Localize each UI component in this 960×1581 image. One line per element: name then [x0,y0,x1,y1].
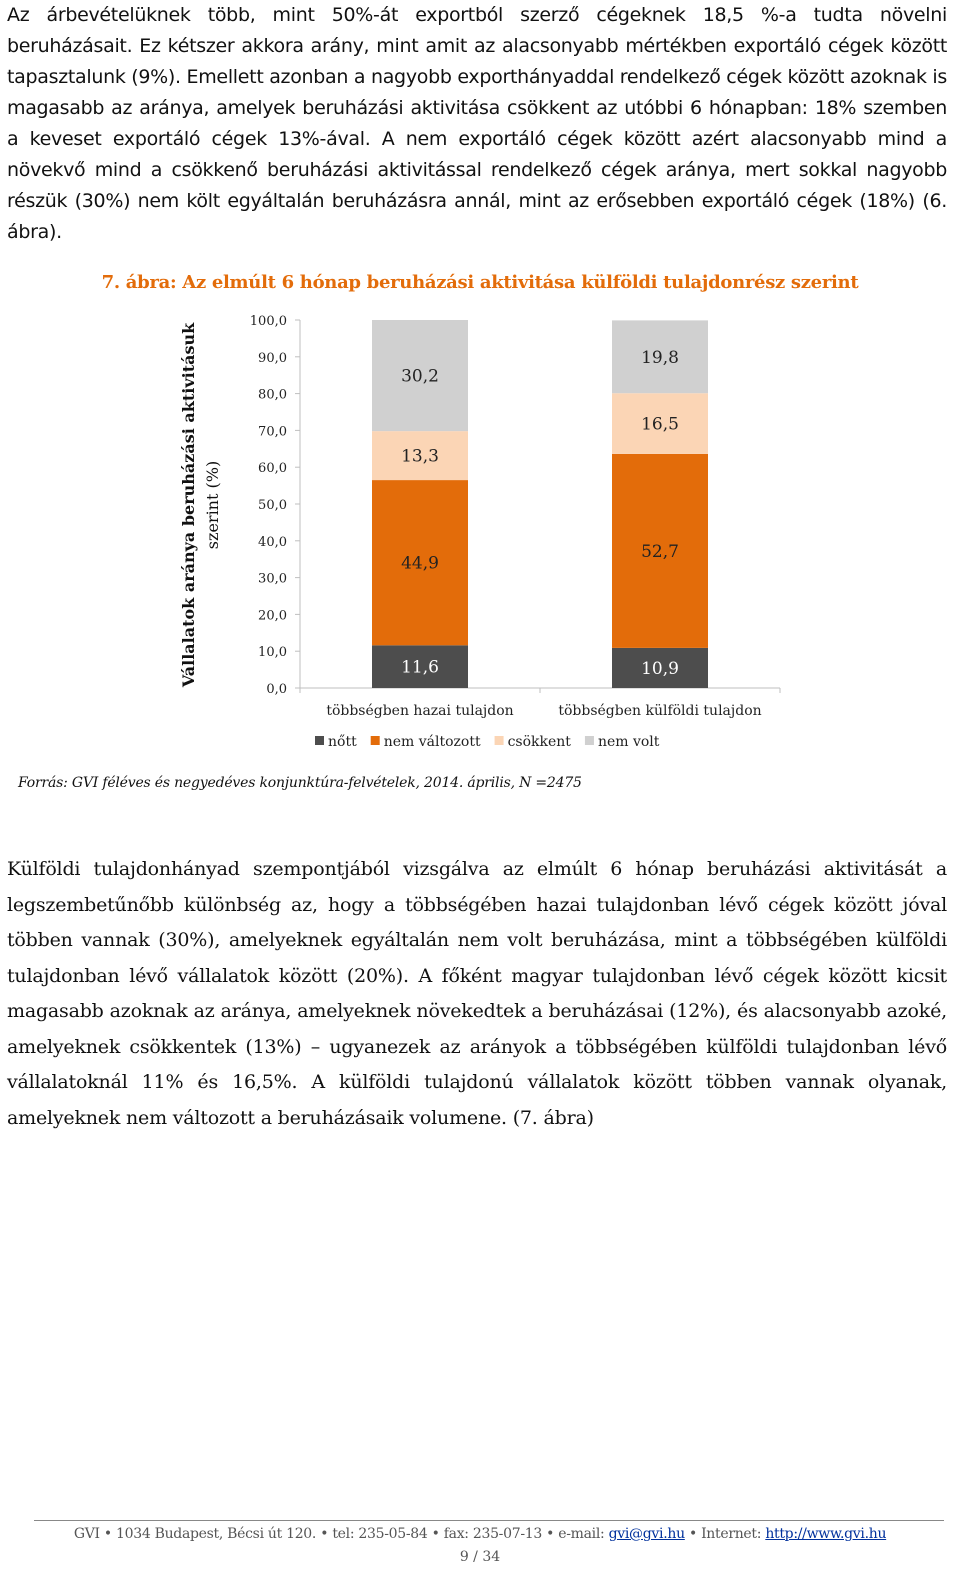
bar-value-label: 10,9 [641,658,679,679]
y-tick-label: 90,0 [258,350,287,366]
y-axis-ticks [250,314,300,697]
y-tick-label: 40,0 [258,534,287,550]
figure-source: Forrás: GVI féléves és negyedéves konjunktúra-felvételek, 2014. április, N =2475 [18,775,582,791]
footer-fax: fax: 235-07-13 [443,1526,542,1542]
footer-address: 1034 Budapest, Bécsi út 120. [116,1526,317,1542]
analysis-paragraph: Külföldi tulajdonhányad szempontjából vizsgálva az elmúlt 6 hónap beruházási aktivitását a legszembetűnőbb különbség az, hogy a többségében hazai tulajdonban lévő cégek között jóval többen vannak (30%), amelyeknek egyáltalán nem volt beruházása, mint a többségében külföldi tulajdonban lévő vállalatok között (20%). A főként magyar tulajdonban lévő cégek között kicsit magasabb azoknak az aránya, amelyeknek növekedtek a beruházásai (12%), és alacsonyabb azoké, amelyeknek csökkentek (13%) – ugyanezek az arányok a többségében külföldi tulajdonban lévő vállalatoknál 11% és 16,5%. A külföldi tulajdonú vállalatok között többen vannak olyanak, amelyeknek nem változott a beruházásaik volumene. (7. ábra) [7,858,947,1129]
legend-item-label: nőtt [328,734,357,750]
stacked-bar-chart [0,300,960,770]
legend-item-label: nem volt [597,734,660,750]
legend-swatch [585,736,594,745]
x-category-label: többségben hazai tulajdon [326,703,514,719]
legend-swatch [315,736,324,745]
y-tick-label: 10,0 [258,645,287,661]
y-axis-label-line2: szerint (%) [203,460,222,550]
y-tick-label: 60,0 [258,461,287,477]
intro-paragraph: Az árbevételüknek több, mint 50%-át exportból szerző cégeknek 18,5 %-a tudta növelni beruházásait. Ez kétszer akkora arány, mint amit az alacsonyabb mértékben exportáló cégek között tapasztalunk (9%). Emellett azonban a nagyobb exporthányaddal rendelkező cégek között azoknak is magasabb az aránya, amelyek beruházási aktivitása csökkent az utóbbi 6 hónapban: 18% szemben a keveset exportáló cégek 13%-ával. A nem exportáló cégek között azért alacsonyabb mind a növekvő mind a csökkenő beruházási aktivitással rendelkező cégek aránya, mert sokkal nagyobb részük (30%) nem költ egyáltalán beruházásra annál, mint az erősebben exportáló cégek (18%) (6. ábra). [7,4,947,243]
legend-item-label: nem változott [383,734,481,750]
footer-org: GVI [73,1526,100,1542]
bar-value-label: 19,8 [641,347,679,368]
y-tick-label: 0,0 [266,682,287,697]
legend-item-label: csökkent [507,734,571,750]
chart-bars [372,320,708,688]
footer-email-link[interactable]: gvi@gvi.hu [608,1526,685,1542]
footer-tel: tel: 235-05-84 [332,1526,428,1542]
y-tick-label: 30,0 [258,571,287,587]
bar-value-label: 44,9 [401,553,439,574]
footer-email-label: e-mail: [558,1526,609,1542]
bar-value-label: 11,6 [401,657,439,678]
page-number: 9 / 34 [459,1549,501,1565]
y-tick-label: 50,0 [258,498,287,513]
y-tick-label: 20,0 [258,608,287,624]
chart-legend [315,734,660,750]
footer-contact: GVI • 1034 Budapest, Bécsi út 120. • tel: 235-05-84 • fax: 235-07-13 • e-mail: gvi@gvi.hu • Internet: http://www.gvi.hu [73,1526,887,1542]
y-tick-label: 70,0 [258,424,287,440]
bar-value-label: 13,3 [401,446,439,467]
y-tick-label: 80,0 [258,387,287,403]
bar-value-label: 52,7 [641,541,679,562]
y-axis-label-line1: Vállalatok aránya beruházási aktivitásuk [179,322,198,688]
figure-title: 7. ábra: Az elmúlt 6 hónap beruházási aktivitása külföldi tulajdonrész szerint [101,272,859,293]
y-axis-label [179,322,222,688]
footer-website-link[interactable]: http://www.gvi.hu [765,1526,887,1542]
legend-swatch [371,736,380,745]
legend-swatch [495,736,504,745]
footer-internet-label: Internet: [701,1526,766,1542]
y-tick-label: 100,0 [249,314,287,329]
x-axis-labels [326,703,761,719]
bar-value-label: 16,5 [641,414,679,435]
footer-divider [34,1520,944,1521]
x-category-label: többségben külföldi tulajdon [558,703,762,719]
bar-value-label: 30,2 [401,366,439,387]
